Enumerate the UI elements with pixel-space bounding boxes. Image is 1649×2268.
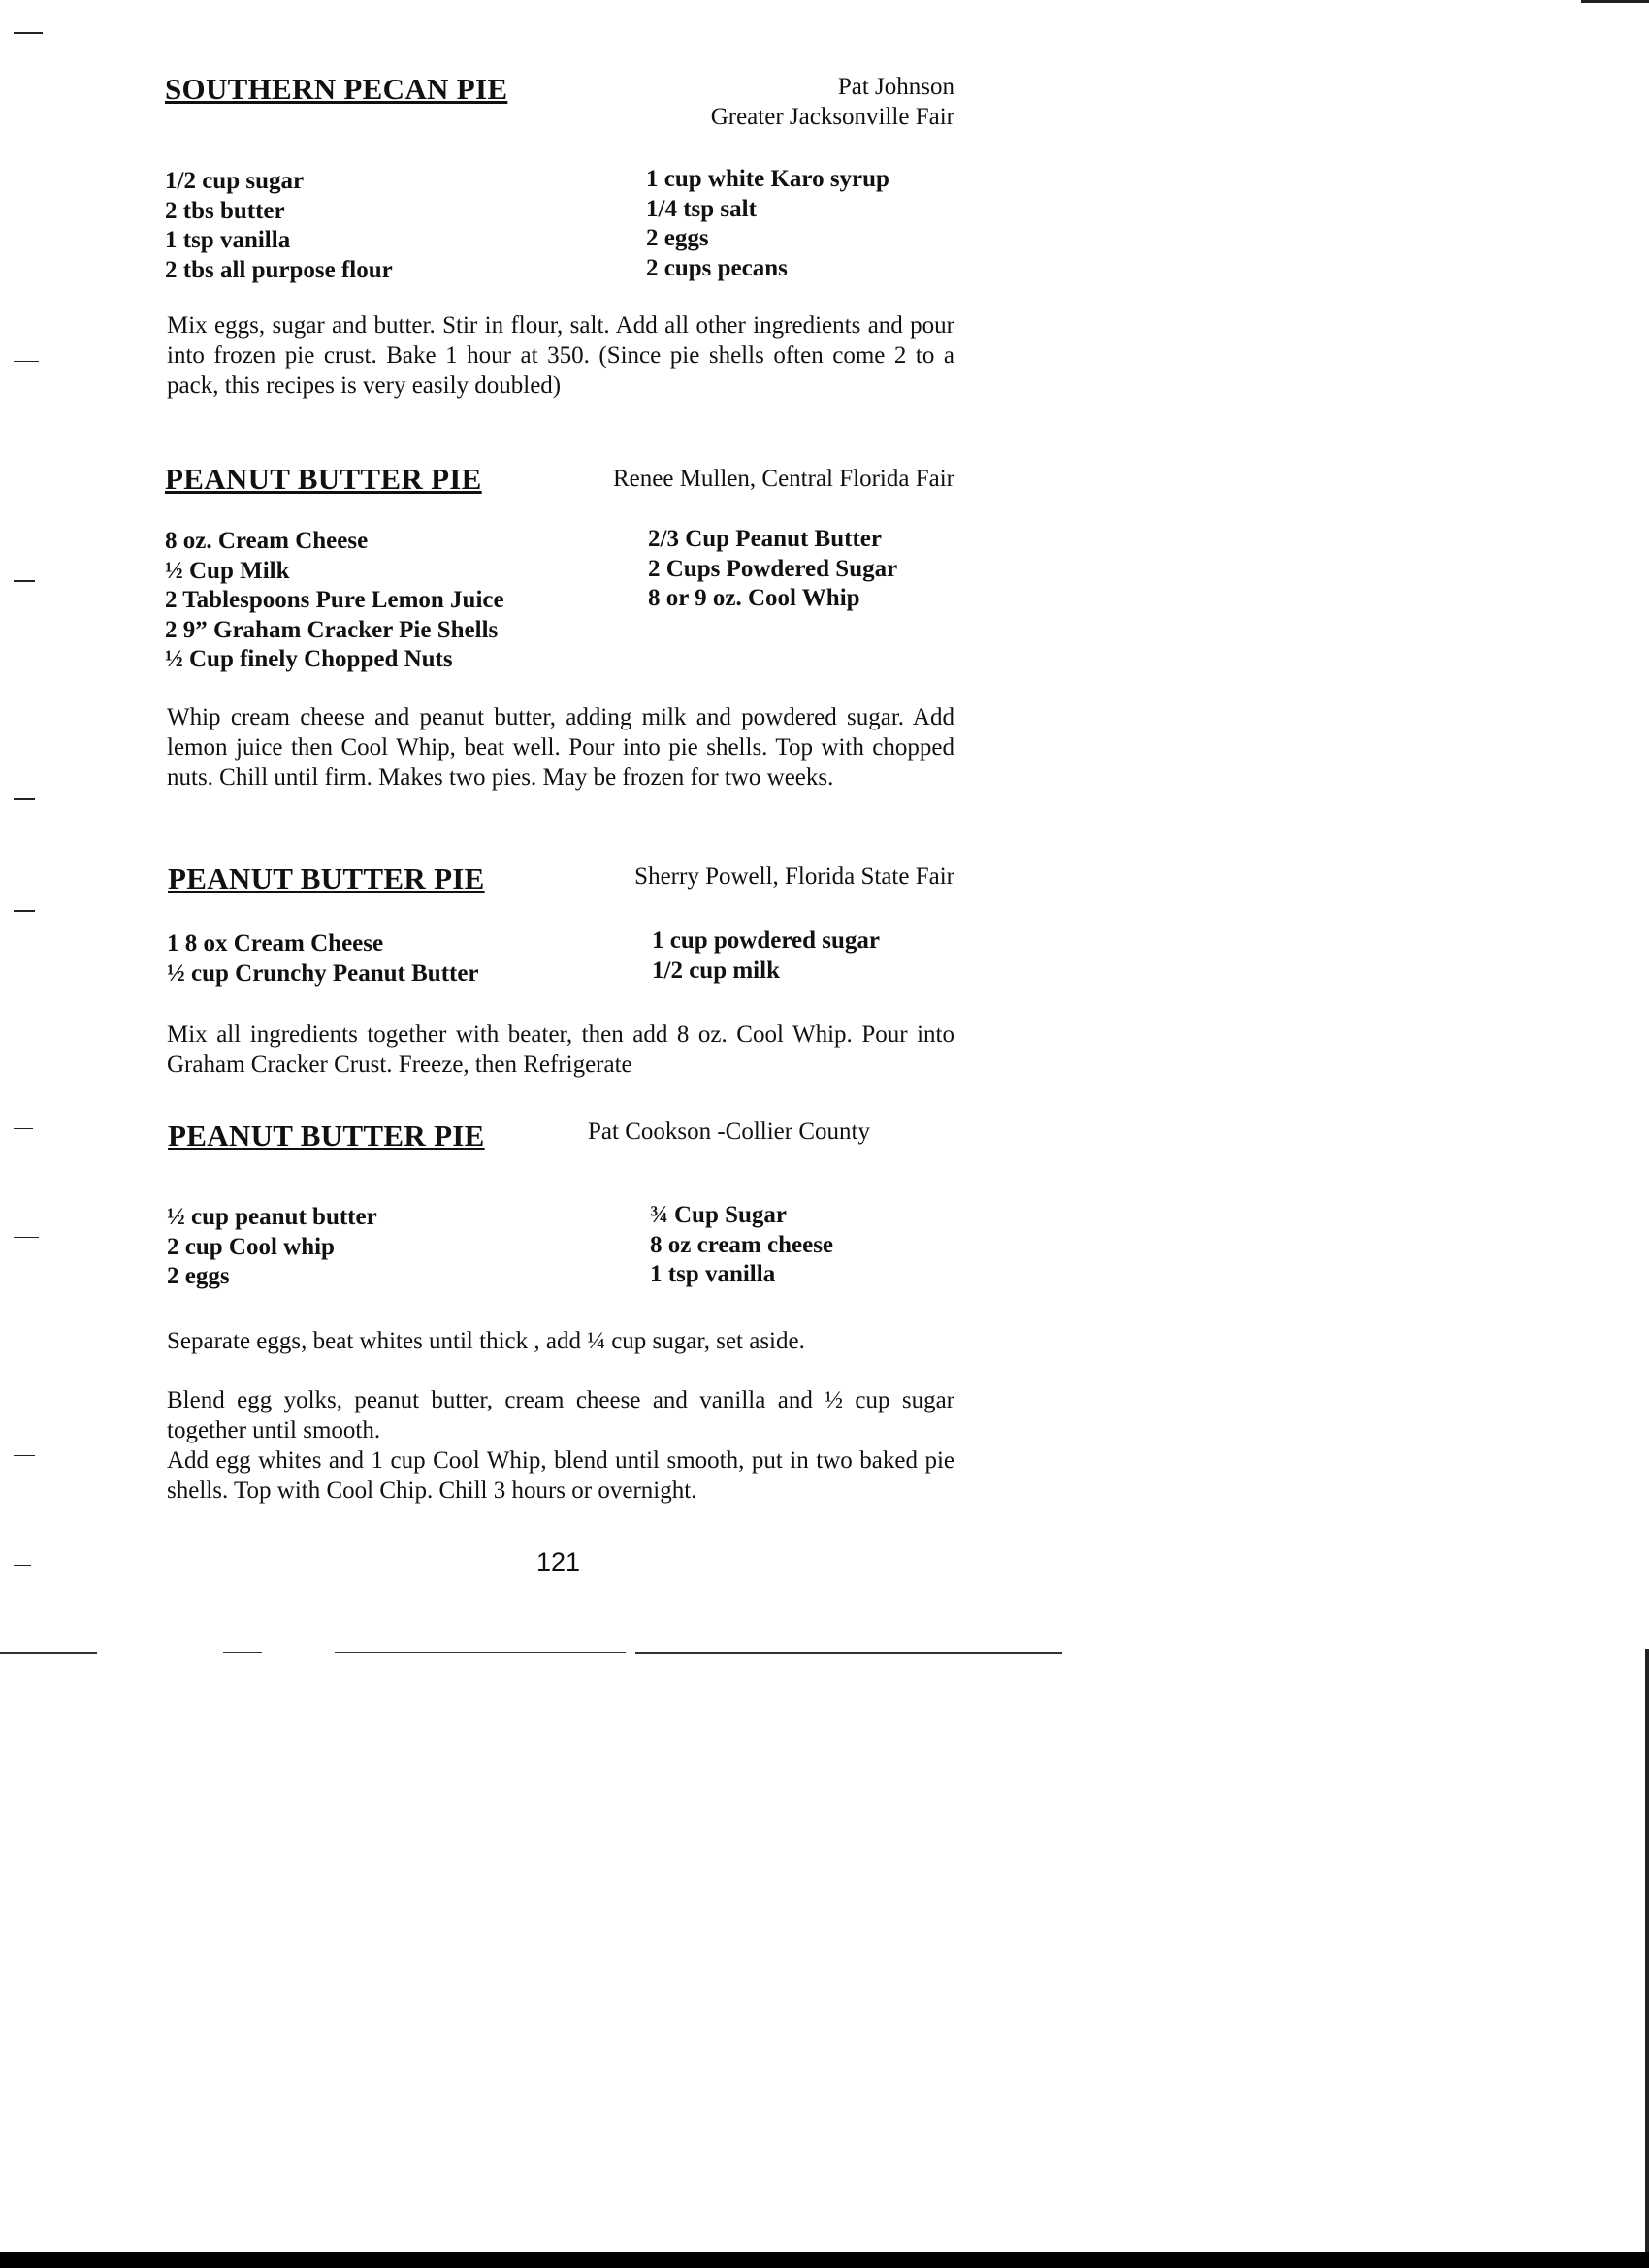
- ingredient-list-left: [167, 929, 479, 988]
- ingredient: 1/4 tsp salt: [646, 195, 757, 222]
- ingredient: 1 8 ox Cream Cheese: [167, 930, 384, 956]
- byline-name: Sherry Powell, Florida State Fair: [634, 863, 954, 890]
- recipe-title: SOUTHERN PECAN PIE: [165, 72, 508, 106]
- ingredient: 2/3 Cup Peanut Butter: [648, 526, 882, 552]
- byline-name: Renee Mullen, Central Florida Fair: [612, 466, 954, 492]
- margin-mark: [14, 1128, 33, 1129]
- margin-mark: [14, 1565, 31, 1566]
- ingredient: ¾ Cup Sugar: [650, 1202, 788, 1228]
- ingredient-list-right: [648, 525, 897, 614]
- scan-rule: [223, 1652, 262, 1653]
- ingredient: 2 cup Cool whip: [167, 1233, 335, 1260]
- recipe-byline: [634, 861, 954, 891]
- scan-edge-right: [1645, 1649, 1649, 2252]
- recipe-peanut-butter-pie-cookson: [165, 1118, 954, 1507]
- recipe-instructions: Blend egg yolks, peanut butter, cream cheese and vanilla and ½ cup sugar together until smooth.: [167, 1387, 954, 1443]
- recipe-peanut-butter-pie-mullen: [165, 462, 954, 830]
- margin-mark: [14, 1237, 39, 1238]
- ingredient: 2 tbs all purpose flour: [165, 256, 393, 283]
- recipe-title: PEANUT BUTTER PIE: [168, 861, 485, 895]
- margin-mark: [14, 361, 39, 362]
- recipe-peanut-butter-pie-powell: [165, 861, 954, 1085]
- scan-rule: [0, 1652, 97, 1654]
- recipe-byline: [588, 1118, 870, 1146]
- margin-mark: [14, 32, 43, 34]
- ingredient: ½ Cup finely Chopped Nuts: [165, 646, 453, 672]
- ingredient: 2 Cups Powdered Sugar: [648, 555, 898, 582]
- recipe-title: PEANUT BUTTER PIE: [168, 1118, 485, 1152]
- ingredient-list-right: [652, 926, 880, 986]
- ingredient: 1/2 cup milk: [652, 956, 780, 984]
- ingredient: 2 9” Graham Cracker Pie Shells: [165, 616, 499, 643]
- scan-rule: [335, 1652, 626, 1653]
- recipe-instructions: Separate eggs, beat whites until thick , add ¼ cup sugar, set aside.: [167, 1328, 805, 1354]
- ingredient: 2 tbs butter: [165, 197, 285, 224]
- ingredient: ½ cup peanut butter: [167, 1204, 377, 1230]
- ingredient: 1/2 cup sugar: [165, 168, 305, 194]
- ingredient-list-left: [165, 167, 393, 285]
- ingredient: 1 tsp vanilla: [650, 1261, 776, 1287]
- byline-fair: Greater Jacksonville Fair: [710, 104, 954, 130]
- scan-edge-bottom: [0, 2252, 1649, 2268]
- ingredient: 1 cup powdered sugar: [652, 927, 880, 954]
- scan-rule: [635, 1652, 1062, 1654]
- recipe-instructions: Mix all ingredients together with beater, then add 8 oz. Cool Whip. Pour into Graham Cracker Crust. Freeze, then Refrigerate: [167, 1021, 954, 1078]
- recipe-instructions: Mix eggs, sugar and butter. Stir in flour, salt. Add all other ingredients and pour into frozen pie crust. Bake 1 hour at 350. (Since pie shells often come 2 to a pack, this recipes is very easily doubled): [167, 312, 954, 399]
- ingredient: ½ Cup Milk: [165, 557, 290, 584]
- ingredient: 2 eggs: [167, 1263, 230, 1289]
- ingredient: ½ cup Crunchy Peanut Butter: [167, 959, 479, 987]
- ingredient-list-right: [646, 165, 889, 283]
- ingredient: 2 cups pecans: [646, 254, 788, 281]
- recipe-instructions: Add egg whites and 1 cup Cool Whip, blend until smooth, put in two baked pie shells. Top with Cool Chip. Chill 3 hours or overnight.: [167, 1447, 954, 1504]
- margin-mark: [14, 1455, 35, 1456]
- ingredient: 8 or 9 oz. Cool Whip: [648, 585, 860, 611]
- ingredient: 2 eggs: [646, 225, 709, 251]
- margin-mark: [14, 580, 35, 582]
- margin-mark: [14, 798, 35, 800]
- ingredient: 1 tsp vanilla: [165, 227, 291, 253]
- ingredient: 1 cup white Karo syrup: [646, 166, 889, 192]
- ingredient-list-right: [650, 1201, 833, 1290]
- recipe-instructions: Whip cream cheese and peanut butter, adding milk and powdered sugar. Add lemon juice then Cool Whip, beat well. Pour into pie shells. Top with chopped nuts. Chill until firm. Makes two pies. May be frozen for two weeks.: [167, 704, 954, 791]
- page-number: 121: [536, 1547, 581, 1576]
- byline-name: Pat Johnson: [837, 74, 954, 100]
- recipe-title: PEANUT BUTTER PIE: [165, 462, 482, 496]
- scan-edge-top: [1581, 0, 1649, 3]
- ingredient-list-left: [167, 1203, 377, 1292]
- ingredient: 2 Tablespoons Pure Lemon Juice: [165, 587, 504, 613]
- recipe-byline: [613, 464, 954, 494]
- ingredient-list-left: [165, 527, 504, 675]
- recipe-byline: [711, 72, 954, 132]
- ingredient: 8 oz cream cheese: [650, 1231, 834, 1258]
- recipe-southern-pecan-pie: [165, 72, 954, 411]
- margin-mark: [14, 910, 35, 912]
- byline-name: Pat Cookson -Collier County: [588, 1118, 870, 1145]
- ingredient: 8 oz. Cream Cheese: [165, 528, 369, 554]
